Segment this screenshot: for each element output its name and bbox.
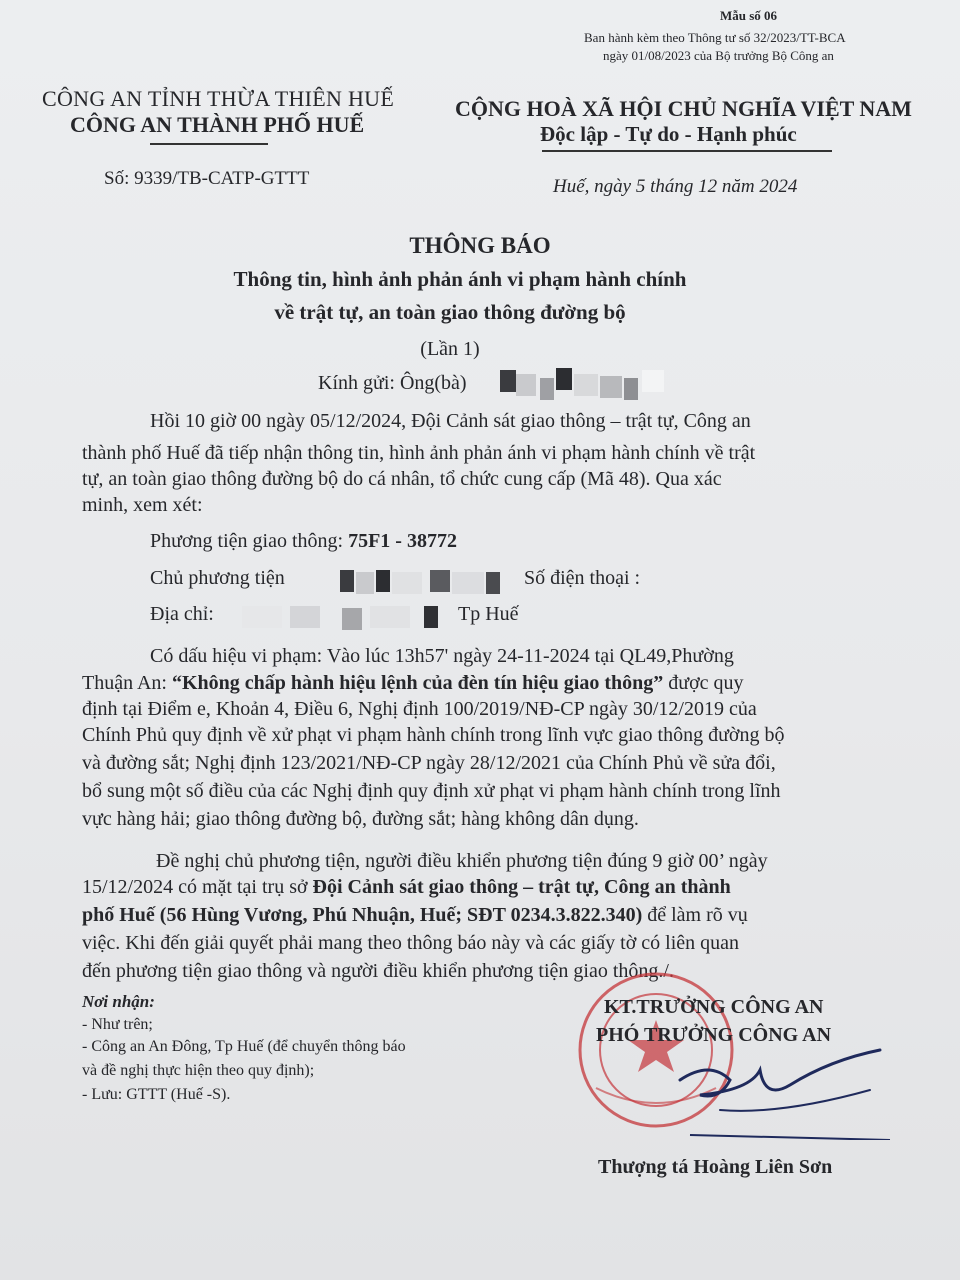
parent-agency: CÔNG AN TỈNH THỪA THIÊN HUẾ	[42, 86, 395, 111]
request-line-1: Đề nghị chủ phương tiện, người điều khiển phương tiện đúng 9 giờ 00’ ngày	[156, 850, 768, 872]
violation-line-7: vực hàng hải; giao thông đường bộ, đường sắt; hàng không dân dụng.	[82, 808, 639, 830]
signature-title: PHÓ TRƯỞNG CÔNG AN	[596, 1024, 832, 1046]
national-motto: Độc lập - Tự do - Hạnh phúc	[540, 122, 797, 146]
document-date: Huế, ngày 5 tháng 12 năm 2024	[553, 176, 798, 197]
recipient-item: và đề nghị thực hiện theo quy định);	[82, 1062, 315, 1079]
violation-line-1: Có dấu hiệu vi phạm: Vào lúc 13h57' ngày 24-11-2024 tại QL49,Phường	[150, 645, 734, 667]
violation-line-2	[82, 670, 744, 696]
request-line-2	[82, 874, 731, 900]
violation-line-6: bổ sung một số điều của các Nghị định quy định xử phạt vi phạm hành chính trong lĩnh	[82, 780, 781, 802]
address-label: Địa chỉ:	[150, 603, 214, 625]
signer-name: Thượng tá Hoàng Liên Sơn	[598, 1156, 833, 1178]
request-line-5: đến phương tiện giao thông và người điều khiển phương tiện giao thông./.	[82, 960, 674, 982]
agency-underline	[150, 143, 268, 145]
document-title: THÔNG BÁO	[409, 233, 551, 258]
recipients-heading: Nơi nhận:	[82, 992, 155, 1011]
intro-line-4: minh, xem xét:	[82, 494, 203, 516]
signature-authority: KT.TRƯỞNG CÔNG AN	[604, 996, 824, 1018]
form-number: Mẫu số 06	[720, 8, 778, 23]
license-plate: 75F1 - 38772	[348, 530, 457, 552]
handwritten-signature	[640, 1040, 900, 1140]
request-line-3	[82, 902, 748, 928]
summons-office: Đội Cảnh sát giao thông – trật tự, Công an thành	[312, 876, 731, 898]
intro-line-1: Hồi 10 giờ 00 ngày 05/12/2024, Đội Cảnh sát giao thông – trật tự, Công an	[150, 410, 751, 432]
violation-location: Thuận An:	[82, 672, 172, 694]
recipient-item: - Như trên;	[82, 1016, 153, 1033]
phone-label: Số điện thoại :	[524, 567, 641, 589]
violation-line-4: Chính Phủ quy định về xử phạt vi phạm hành chính trong lĩnh vực giao thông đường bộ	[82, 724, 785, 746]
violation-line-2-tail: được quy	[663, 672, 744, 694]
issuing-agency: CÔNG AN THÀNH PHỐ HUẾ	[70, 112, 365, 137]
recipient-item: - Công an An Đông, Tp Huế (để chuyển thông báo	[82, 1038, 406, 1055]
request-line-4: việc. Khi đến giải quyết phải mang theo thông báo này và các giấy tờ có liên quan	[82, 932, 740, 954]
recipient-item: - Lưu: GTTT (Huế -S).	[82, 1086, 231, 1103]
violation-line-5: và đường sắt; Nghị định 123/2021/NĐ-CP ngày 28/12/2021 của Chính Phủ về sửa đổi,	[82, 752, 776, 774]
vehicle-label: Phương tiện giao thông:	[150, 530, 344, 552]
document-subtitle-1: Thông tin, hình ảnh phản ánh vi phạm hành chính	[233, 267, 687, 291]
request-line-2-lead: 15/12/2024 có mặt tại trụ sở	[82, 876, 313, 898]
notice-round: (Lần 1)	[420, 338, 480, 360]
form-legal-basis-line2: ngày 01/08/2023 của Bộ trưởng Bộ Công an	[603, 48, 834, 63]
intro-line-2: thành phố Huế đã tiếp nhận thông tin, hình ảnh phản ánh vi phạm hành chính về trật	[82, 442, 756, 464]
motto-underline	[542, 150, 832, 152]
violation-line-3: định tại Điểm e, Khoản 4, Điều 6, Nghị định 100/2019/NĐ-CP ngày 30/12/2019 của	[82, 698, 757, 720]
intro-line-3: tự, an toàn giao thông đường bộ do cá nhân, tổ chức cung cấp (Mã 48). Qua xác	[82, 468, 722, 490]
document-number: Số: 9339/TB-CATP-GTTT	[104, 168, 310, 189]
address-city: Tp Huế	[458, 603, 519, 625]
national-title: CỘNG HOÀ XÃ HỘI CHỦ NGHĨA VIỆT NAM	[455, 96, 912, 121]
violation-description: “Không chấp hành hiệu lệnh của đèn tín hiệu giao thông”	[172, 672, 664, 694]
form-legal-basis-line1: Ban hành kèm theo Thông tư số 32/2023/TT-BCA	[584, 30, 846, 45]
owner-label: Chủ phương tiện	[150, 567, 285, 589]
vehicle-row	[150, 530, 457, 553]
request-line-3-tail: để làm rõ vụ	[642, 904, 748, 926]
recipient-label: Kính gửi: Ông(bà)	[318, 372, 467, 394]
summons-address: phố Huế (56 Hùng Vương, Phú Nhuận, Huế; SĐT 0234.3.822.340)	[82, 904, 643, 926]
document-subtitle-2: về trật tự, an toàn giao thông đường bộ	[274, 300, 626, 324]
